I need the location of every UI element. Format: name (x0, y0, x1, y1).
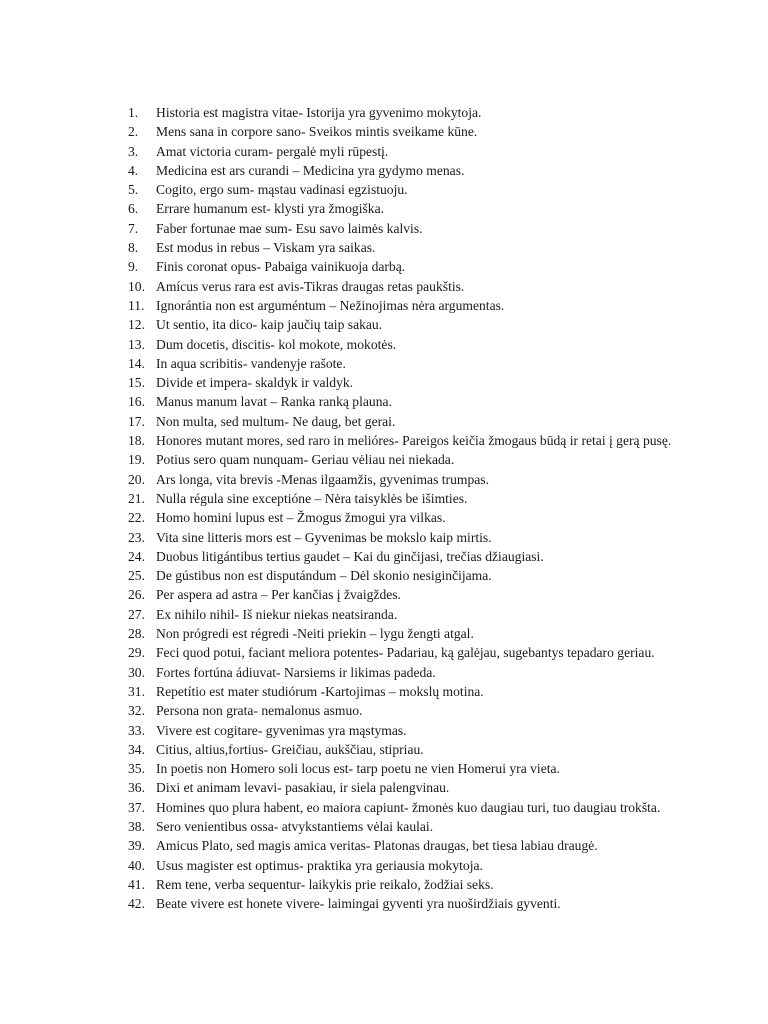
list-item-text: Finis coronat opus- Pabaiga vainikuoja darbą. (156, 259, 406, 275)
list-item (128, 335, 738, 354)
list-item (128, 663, 738, 682)
list-item (128, 431, 738, 450)
list-item (128, 740, 738, 759)
list-item (128, 894, 738, 913)
list-item-number: 12. (128, 317, 145, 333)
list-item-number: 6. (128, 201, 139, 217)
list-item (128, 643, 738, 662)
list-item-text: Citius, altius,fortius- Greičiau, aukščiau, stipriau. (156, 741, 424, 757)
list-item-number: 39. (128, 838, 145, 854)
list-item (128, 798, 738, 817)
list-item-text: Homines quo plura habent, eo maiora capiunt- žmonės kuo daugiau turi, tuo daugiau trokšta. (156, 799, 661, 815)
list-item-text: Ars longa, vita brevis -Menas ilgaamžis, gyvenimas trumpas. (156, 471, 489, 487)
list-item-number: 37. (128, 799, 145, 815)
list-item-text: Errare humanum est- klysti yra žmogiška. (156, 201, 385, 217)
list-item (128, 199, 738, 218)
list-item (128, 489, 738, 508)
list-item-number: 10. (128, 278, 145, 294)
list-item-number: 40. (128, 857, 145, 873)
list-item (128, 856, 738, 875)
list-item-text: Honores mutant mores, sed raro in melióres- Pareigos keičia žmogaus būdą ir retai į gerą pusę. (156, 433, 672, 449)
list-item-number: 9. (128, 259, 139, 275)
list-item-text: In aqua scribitis- vandenyje rašote. (156, 355, 346, 371)
list-item-number: 11. (128, 297, 145, 313)
list-item-text: Manus manum lavat – Ranka ranką plauna. (156, 394, 392, 410)
list-item-text: Beate vivere est honete vivere- laimingai gyventi yra nuoširdžiais gyventi. (156, 896, 561, 912)
list-item-number: 13. (128, 336, 145, 352)
list-item-text: Vivere est cogitare- gyvenimas yra mąstymas. (156, 722, 407, 738)
list-item (128, 392, 738, 411)
list-item-number: 24. (128, 548, 145, 564)
list-item-number: 8. (128, 240, 139, 256)
list-item-text: Divide et impera- skaldyk ir valdyk. (156, 375, 354, 391)
list-item-text: Ex nihilo nihil- Iš niekur niekas neatsiranda. (156, 606, 398, 622)
list-item (128, 412, 738, 431)
list-item (128, 180, 738, 199)
list-item-text: Rem tene, verba sequentur- laikykis prie reikalo, žodžiai seks. (156, 876, 494, 892)
list-item (128, 373, 738, 392)
list-item-text: Non prógredi est régredi -Neiti priekin – lygu žengti atgal. (156, 626, 474, 642)
list-item-text: Persona non grata- nemalonus asmuo. (156, 703, 363, 719)
list-item-text: Dixi et animam levavi- pasakiau, ir siela palengvinau. (156, 780, 450, 796)
list-item-number: 5. (128, 182, 139, 198)
list-item (128, 450, 738, 469)
list-item (128, 508, 738, 527)
list-item-text: Fortes fortúna ádiuvat- Narsiems ir likimas padeda. (156, 664, 436, 680)
list-item-number: 20. (128, 471, 145, 487)
list-item-number: 17. (128, 413, 145, 429)
list-item-number: 4. (128, 162, 139, 178)
list-item (128, 585, 738, 604)
list-item (128, 257, 738, 276)
list-item (128, 219, 738, 238)
list-item-text: Feci quod potui, faciant meliora potentes- Padariau, ką galėjau, sugebantys tepadaro geriau. (156, 645, 655, 661)
list-item (128, 836, 738, 855)
list-item-number: 22. (128, 510, 145, 526)
proverb-list (128, 103, 738, 913)
list-item-text: Faber fortunae mae sum- Esu savo laimės kalvis. (156, 220, 423, 236)
list-item-text: De gústibus non est disputándum – Dėl skonio nesiginčijama. (156, 568, 492, 584)
list-item (128, 277, 738, 296)
list-item-text: Usus magister est optimus- praktika yra geriausia mokytoja. (156, 857, 483, 873)
list-item-number: 1. (128, 105, 139, 120)
list-item-number: 23. (128, 529, 145, 545)
list-item-text: Medicina est ars curandi – Medicina yra gydymo menas. (156, 162, 465, 178)
list-item (128, 682, 738, 701)
list-item-number: 34. (128, 741, 145, 757)
list-item (128, 528, 738, 547)
list-item-number: 36. (128, 780, 145, 796)
list-item-text: Duobus litigántibus tertius gaudet – Kai du ginčijasi, trečias džiaugiasi. (156, 548, 544, 564)
list-item (128, 315, 738, 334)
list-item-number: 31. (128, 683, 145, 699)
list-item-text: Est modus in rebus – Viskam yra saikas. (156, 240, 376, 256)
list-item-number: 25. (128, 568, 145, 584)
list-item-number: 30. (128, 664, 145, 680)
list-item-number: 35. (128, 761, 145, 777)
list-item-text: Amat victoria curam- pergalė myli rūpestį. (156, 143, 389, 159)
list-item (128, 354, 738, 373)
list-item-number: 41. (128, 876, 145, 892)
list-item-number: 3. (128, 143, 139, 159)
list-item (128, 605, 738, 624)
list-item (128, 566, 738, 585)
list-item (128, 103, 738, 122)
list-item (128, 142, 738, 161)
list-item-text: Nulla régula sine exceptióne – Nėra taisyklės be išimties. (156, 490, 468, 506)
list-item-number: 15. (128, 375, 145, 391)
list-item-number: 16. (128, 394, 145, 410)
list-item (128, 470, 738, 489)
list-item-number: 28. (128, 626, 145, 642)
list-item (128, 778, 738, 797)
list-item (128, 817, 738, 836)
list-item-number: 19. (128, 452, 145, 468)
list-item-number: 18. (128, 433, 145, 449)
list-item (128, 624, 738, 643)
list-item-number: 7. (128, 220, 139, 236)
list-item-number: 33. (128, 722, 145, 738)
list-item-text: Ignorántia non est arguméntum – Nežinojimas nėra argumentas. (156, 297, 505, 313)
list-item-number: 27. (128, 606, 145, 622)
list-item (128, 296, 738, 315)
list-item-text: Ut sentio, ita dico- kaip jaučių taip sakau. (156, 317, 383, 333)
list-item (128, 547, 738, 566)
list-item-text: Mens sana in corpore sano- Sveikos mintis sveikame kūne. (156, 124, 478, 140)
list-item-number: 2. (128, 124, 139, 140)
list-item (128, 161, 738, 180)
list-item (128, 875, 738, 894)
list-item-text: Potius sero quam nunquam- Geriau vėliau nei niekada. (156, 452, 455, 468)
list-item-text: Amícus verus rara est avis-Tikras draugas retas paukštis. (156, 278, 465, 294)
list-item-number: 14. (128, 355, 145, 371)
list-item (128, 721, 738, 740)
list-item-number: 26. (128, 587, 145, 603)
list-item-text: In poetis non Homero soli locus est- tarp poetu ne vien Homerui yra vieta. (156, 761, 560, 777)
list-item (128, 701, 738, 720)
list-item-text: Per aspera ad astra – Per kančias į žvaigždes. (156, 587, 401, 603)
list-item-text: Dum docetis, discitis- kol mokote, mokotės. (156, 336, 397, 352)
list-item-number: 21. (128, 490, 145, 506)
list-item-number: 32. (128, 703, 145, 719)
list-item-text: Cogito, ergo sum- mąstau vadinasi egzistuoju. (156, 182, 408, 198)
list-item-text: Historia est magistra vitae- Istorija yra gyvenimo mokytoja. (156, 105, 482, 120)
list-item-text: Non multa, sed multum- Ne daug, bet gerai. (156, 413, 396, 429)
list-item (128, 238, 738, 257)
list-item-number: 38. (128, 818, 145, 834)
list-item-number: 42. (128, 896, 145, 912)
list-item-number: 29. (128, 645, 145, 661)
list-item-text: Vita sine litteris mors est – Gyvenimas be mokslo kaip mirtis. (156, 529, 492, 545)
list-item-text: Repetítio est mater studiórum -Kartojimas – mokslų motina. (156, 683, 484, 699)
list-item-text: Homo homini lupus est – Žmogus žmogui yra vilkas. (156, 510, 446, 526)
list-item-text: Amicus Plato, sed magis amica veritas- Platonas draugas, bet tiesa labiau draugė. (156, 838, 598, 854)
list-item (128, 122, 738, 141)
list-item-text: Sero venientibus ossa- atvykstantiems vėlai kaulai. (156, 818, 434, 834)
list-item (128, 759, 738, 778)
